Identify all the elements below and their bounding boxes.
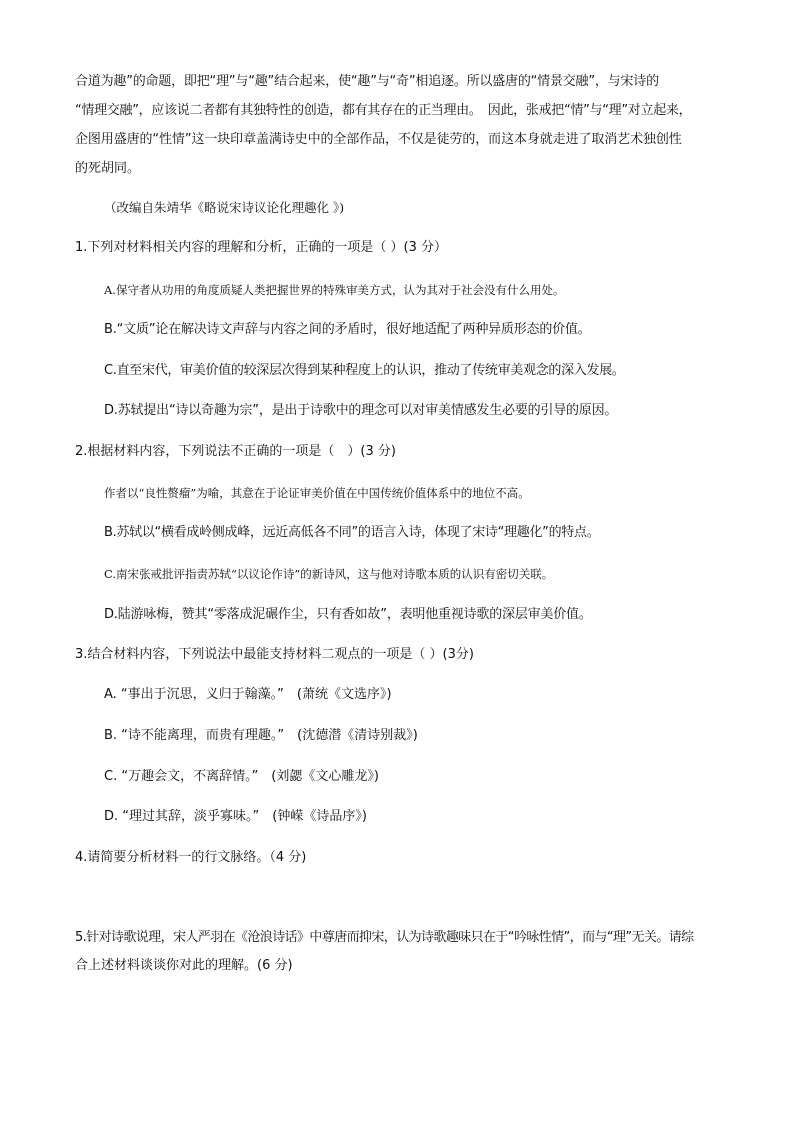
question-1-option-d: D.苏轼提出“诗以奇趣为宗”，是出于诗歌中的理念可以对审美情感发生必要的引导的原因。 (104, 403, 618, 418)
passage-line-2: “情理交融”，应该说二者都有其独特性的创造，都有其存在的正当理由。 因此，张戒把“情”与“理”对立起来， (75, 103, 692, 118)
question-2-option-c: C.南宋张戒批评指责苏轼“以议论作诗”的新诗风，这与他对诗歌本质的认识有密切关联。 (104, 567, 554, 581)
question-3-option-c: C. “万趣会文，不离辞情。” (刘勰《文心雕龙》) (104, 769, 379, 784)
passage-line-4: 的死胡同。 (75, 161, 141, 176)
question-2-option-b: B.苏轼以“横看成岭侧成峰，远近高低各不同”的语言入诗，体现了宋诗“理趣化”的特点。 (104, 525, 600, 540)
question-2-stem: 2.根据材料内容，下列说法不正确的一项是（ ）(3 分) (75, 444, 396, 459)
question-1-option-c: C.直至宋代，审美价值的较深层次得到某种程度上的认识，推动了传统审美观念的深入发展。 (104, 363, 625, 378)
question-3-option-b: B. “诗不能离理，而贵有理趣。” (沈德潜《清诗别裁》) (104, 728, 418, 743)
question-2-option-d: D.陆游咏梅，赞其“零落成泥碾作尘，只有香如故”，表明他重视诗歌的深层审美价值。 (104, 607, 592, 622)
question-1-option-a: A.保守者从功用的角度质疑人类把握世界的特殊审美方式，认为其对于社会没有什么用处。 (104, 283, 565, 297)
question-1-option-b: B.“文质”论在解决诗文声辞与内容之间的矛盾时，很好地适配了两种异质形态的价值。 (104, 322, 591, 337)
question-3-option-a: A. “事出于沉思，义归于翰藻。” (萧统《文选序》) (104, 687, 392, 702)
question-3-option-d: D. “理过其辞，淡乎寡味。” (钟嵘《诗品序》) (104, 809, 367, 824)
source-citation: （改编自朱靖华《略说宋诗议论化理趣化 》) (104, 200, 345, 215)
question-2-option-a: 作者以“良性赘瘤”为喻，其意在于论证审美价值在中国传统价值体系中的地位不高。 (104, 486, 530, 500)
passage-line-1: 合道为趣”的命题，即把“理”与“趣”结合起来，使“趣”与“奇”相追逐。所以盛唐的“情景交融”，与宋诗的 (75, 74, 659, 89)
question-5-line-1: 5.针对诗歌说理，宋人严羽在《沧浪诗话》中尊唐而抑宋，认为诗歌趣味只在于“吟咏性情”，而与“理”无关。请综 (75, 930, 694, 945)
question-1-stem: 1.下列对材料相关内容的理解和分析，正确的一项是（ ）(3 分） (75, 240, 448, 255)
question-5-line-2: 合上述材料谈谈你对此的理解。(6 分) (75, 958, 293, 973)
question-4-stem: 4.请简要分析材料一的行文脉络。（4 分) (75, 850, 307, 865)
question-3-stem: 3.结合材料内容，下列说法中最能支持材料二观点的一项是（ ）(3分) (75, 647, 474, 662)
passage-line-3: 企图用盛唐的“性情”这一块印章盖满诗史中的全部作品，不仅是徒劳的，而这本身就走进了取消艺术独创性 (75, 132, 682, 147)
